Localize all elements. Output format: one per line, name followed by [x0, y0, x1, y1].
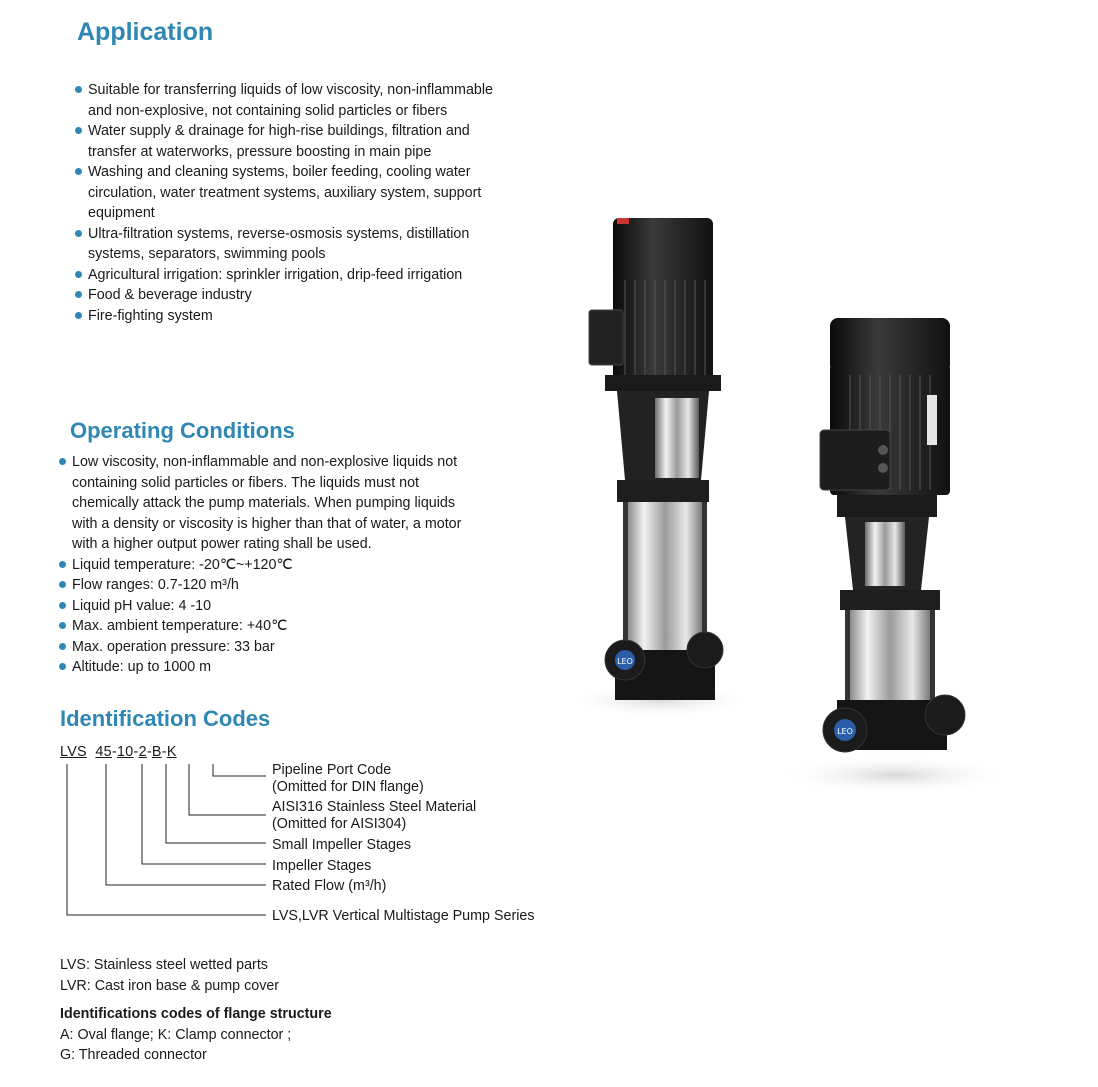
list-item: Fire-fighting system — [75, 306, 515, 327]
label-material-text: AISI316 Stainless Steel Material — [272, 799, 477, 815]
list-item: Suitable for transferring liquids of low viscosity, non-inflammable and non-explosive, not containing solid particles or fibers — [75, 80, 515, 121]
label-material-note: (Omitted for AISI304) — [272, 815, 407, 832]
flange-line-2: G: Threaded connector — [60, 1047, 207, 1063]
label-rated-flow: Rated Flow (m³/h) — [272, 878, 387, 894]
list-item: Liquid pH value: 4 -10 — [59, 596, 479, 617]
list-item: Altitude: up to 1000 m — [59, 657, 479, 678]
list-item: Agricultural irrigation: sprinkler irrigation, drip-feed irrigation — [75, 265, 515, 286]
flange-line-1: A: Oval flange; K: Clamp connector ; — [60, 1027, 292, 1043]
code-small-stages: 2 — [138, 744, 147, 760]
label-pipeline-text: Pipeline Port Code — [272, 762, 392, 778]
identification-heading: Identification Codes — [60, 706, 271, 731]
list-item: Washing and cleaning systems, boiler feeding, cooling water circulation, water treatment systems, auxiliary system, support equipment — [75, 162, 515, 224]
note-lvr: LVR: Cast iron base & pump cover — [60, 978, 280, 994]
code-stages: 10 — [117, 744, 134, 760]
operating-heading: Operating Conditions — [70, 418, 295, 443]
code-material: B — [151, 744, 162, 760]
pump-short — [775, 318, 1015, 795]
list-item: Max. operation pressure: 33 bar — [59, 637, 479, 658]
code-port: K — [166, 744, 177, 760]
list-item: Max. ambient temperature: +40℃ — [59, 616, 479, 637]
list-item: Water supply & drainage for high-rise buildings, filtration and transfer at waterworks, pressure boosting in main pipe — [75, 121, 515, 162]
label-series: LVS,LVR Vertical Multistage Pump Series — [272, 908, 535, 924]
model-code: LVS 45-10-2-B-K — [60, 744, 177, 760]
list-item: Food & beverage industry — [75, 285, 515, 306]
label-pipeline — [272, 762, 424, 795]
list-item: Ultra-filtration systems, reverse-osmosis systems, distillation systems, separators, swimming pools — [75, 224, 515, 265]
list-item: Flow ranges: 0.7-120 m³/h — [59, 575, 479, 596]
code-flow: 45 — [95, 744, 112, 760]
pump-tall-brand: LEO — [617, 657, 633, 666]
label-material — [272, 799, 476, 832]
label-impeller: Impeller Stages — [272, 858, 372, 874]
list-item: Liquid temperature: -20℃~+120℃ — [59, 555, 479, 576]
list-item: Low viscosity, non-inflammable and non-explosive liquids not containing solid particles or fibers. The liquids must not chemically attack the pump materials. When pumping liquids with a density or viscosity is higher than that of water, a motor with a higher output power rating shall be used. — [59, 452, 479, 555]
note-lvs: LVS: Stainless steel wetted parts — [60, 957, 268, 973]
pump-tall — [565, 218, 755, 718]
pump-illustrations — [565, 210, 1085, 800]
label-pipeline-note: (Omitted for DIN flange) — [272, 778, 424, 795]
flange-title: Identifications codes of flange structure — [60, 1006, 332, 1022]
application-heading: Application — [77, 18, 214, 46]
label-small-impeller: Small Impeller Stages — [272, 837, 412, 853]
code-series: LVS — [60, 744, 87, 760]
pump-short-brand: LEO — [837, 727, 853, 736]
